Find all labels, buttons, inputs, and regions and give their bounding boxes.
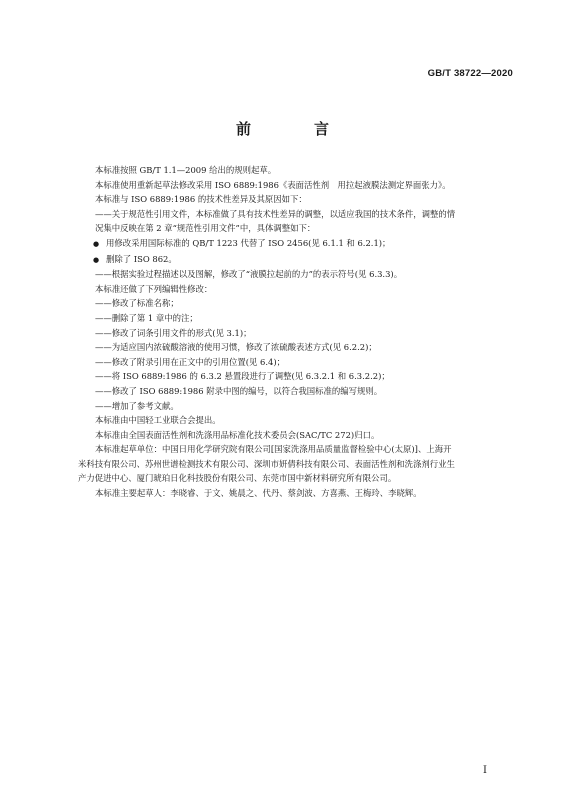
bullet-item	[78, 236, 498, 252]
list-item: ——根据实验过程描述以及图解，修改了“液膜拉起前的力”的表示符号(见 6.3.3)。	[95, 269, 403, 280]
list-item: ——为适应国内浓硫酸溶液的使用习惯，修改了浓硫酸表述方式(见 6.2.2)；	[95, 342, 377, 353]
bullet-icon: ●	[93, 255, 100, 264]
bullet-text: 用修改采用国际标准的 QB/T 1223 代替了 ISO 2456(见 6.1.1 和 6.2.1)；	[106, 237, 391, 248]
list-item: ——修改了标准名称；	[95, 298, 179, 309]
standard-number: GB/T 38722—2020	[427, 68, 513, 79]
list-item: ——修改了词条引用文件的形式(见 3.1)；	[95, 327, 252, 338]
paragraph: 本标准按照 GB/T 1.1—2009 给出的规则起草。	[95, 165, 277, 175]
paragraph: 本标准由全国表面活性剂和洗涤用品标准化技术委员会(SAC/TC 272)归口。	[95, 429, 380, 440]
paragraph-continuation: 产力促进中心、厦门琥珀日化科技股份有限公司、东莞市国中新材料研究所有限公司。	[78, 473, 397, 484]
paragraph: 本标准由中国轻工业联合会提出。	[95, 415, 221, 426]
bullet-item	[78, 252, 498, 268]
page-title: 前 言	[235, 120, 353, 138]
page-number: I	[483, 765, 487, 776]
list-item: ——关于规范性引用文件，本标准做了具有技术性差异的调整，以适应我国的技术条件，调整的情	[95, 208, 456, 219]
paragraph: 本标准起草单位：中国日用化学研究院有限公司[国家洗涤用品质量监督检验中心(太原)]、上海开	[95, 444, 452, 455]
bullet-text: 删除了 ISO 862。	[106, 253, 177, 264]
list-item: ——修改了 ISO 6889:1986 附录中图的编号，以符合我国标准的编写规则。	[95, 385, 383, 396]
paragraph: 本标准主要起草人：李晓睿、于文、姚晨之、代丹、蔡剑波、方喜燕、王梅玲、李晓辉。	[95, 488, 422, 499]
foreword-body	[78, 163, 498, 501]
list-item: ——删除了第 1 章中的注；	[95, 312, 198, 323]
paragraph: 本标准使用重新起草法修改采用 ISO 6889:1986《表面活性剂 用拉起液膜法测定界面张力》。	[95, 179, 451, 190]
paragraph: 本标准还做了下列编辑性修改：	[95, 283, 213, 294]
list-item: ——增加了参考文献。	[95, 400, 179, 411]
bullet-icon: ●	[93, 239, 100, 248]
paragraph-continuation: 米科技有限公司、苏州世谱检测技术有限公司、深圳市妍倩科技有限公司、表面活性剂和洗涤剂行业生	[78, 458, 455, 469]
list-item: ——将 ISO 6889:1986 的 6.3.2 悬置段进行了调整(见 6.3.2.1 和 6.3.2.2)；	[95, 371, 390, 382]
list-item: ——修改了附录引用在正文中的引用位置(见 6.4)；	[95, 356, 286, 367]
list-item-continuation: 况集中反映在第 2 章“规范性引用文件”中，具体调整如下：	[95, 223, 316, 234]
paragraph: 本标准与 ISO 6889:1986 的技术性差异及其原因如下：	[95, 194, 307, 205]
